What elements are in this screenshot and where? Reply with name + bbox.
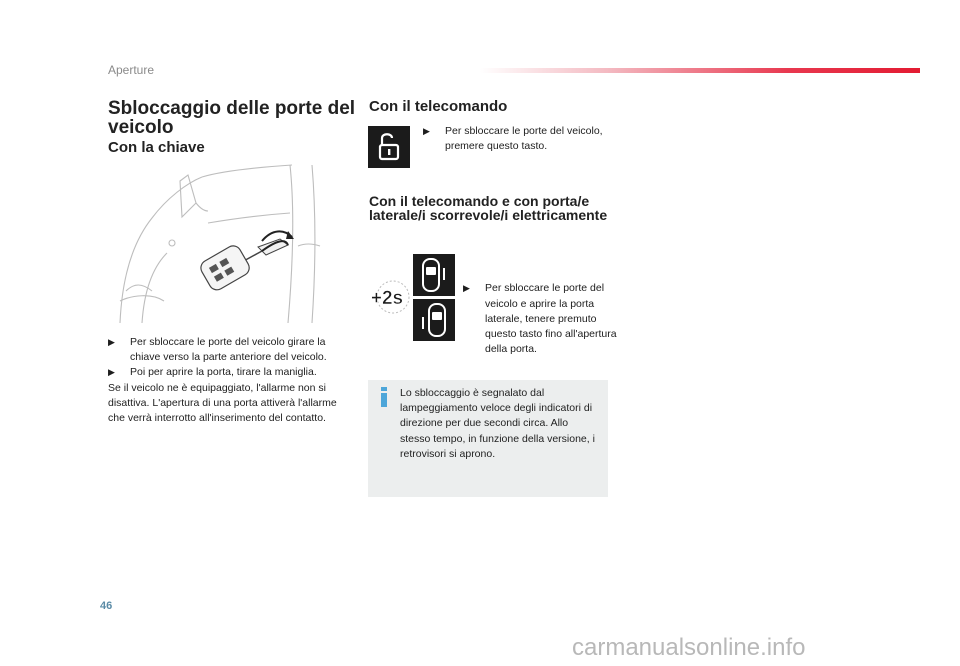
watermark: carmanualsonline.info xyxy=(572,634,806,661)
unlock-padlock-icon xyxy=(368,126,410,168)
info-text: Lo sbloccaggio è segnalato dal lampeggiamento veloce degli indicatori di direzione per due secondi circa. Allo stesso tempo, in funzione della versione, i retrovisori si aprono. xyxy=(400,387,595,460)
timer-label: +2s xyxy=(370,288,404,309)
key-instructions xyxy=(108,335,348,426)
bullet-item: ▶ Poi per aprire la porta, tirare la maniglia. xyxy=(108,365,348,380)
alarm-paragraph: Se il veicolo ne è equipaggiato, l'allarme non si disattiva. L'apertura di una porta attiverà l'allarme che verrà interrotto all'inserimento del contatto. xyxy=(108,381,337,425)
page-title: Sbloccaggio delle porte del veicolo xyxy=(108,98,356,138)
header-rule xyxy=(480,68,920,73)
subtitle-sliding-door: Con il telecomando e con porta/e laterale/i scorrevole/i elettricamente xyxy=(369,193,608,223)
page-number: 46 xyxy=(100,600,113,612)
bullet-item: ▶ Per sbloccare le porte del veicolo e aprire la porta laterale, tenere premuto questo tasto fino all'apertura della porta. xyxy=(463,282,617,356)
subtitle-key: Con la chiave xyxy=(108,139,205,156)
section-header: Aperture xyxy=(108,63,155,77)
bullet-item: ▶ Per sbloccare le porte del veicolo, premere questo tasto. xyxy=(423,125,603,153)
bullet-item: ▶ Per sbloccare le porte del veicolo girare la chiave verso la parte anteriore del veicolo. xyxy=(108,336,327,364)
sliding-door-icon xyxy=(413,299,455,341)
key-in-door-illustration xyxy=(112,163,348,325)
info-icon xyxy=(378,387,390,407)
arrow-bullet-icon: ▶ xyxy=(463,283,470,294)
arrow-bullet-icon: ▶ xyxy=(423,126,430,136)
arrow-bullet-icon: ▶ xyxy=(108,367,115,378)
two-seconds-icon xyxy=(362,276,412,318)
sliding-door-icon xyxy=(413,254,455,296)
arrow-bullet-icon: ▶ xyxy=(108,337,115,347)
subtitle-remote: Con il telecomando xyxy=(369,98,508,115)
